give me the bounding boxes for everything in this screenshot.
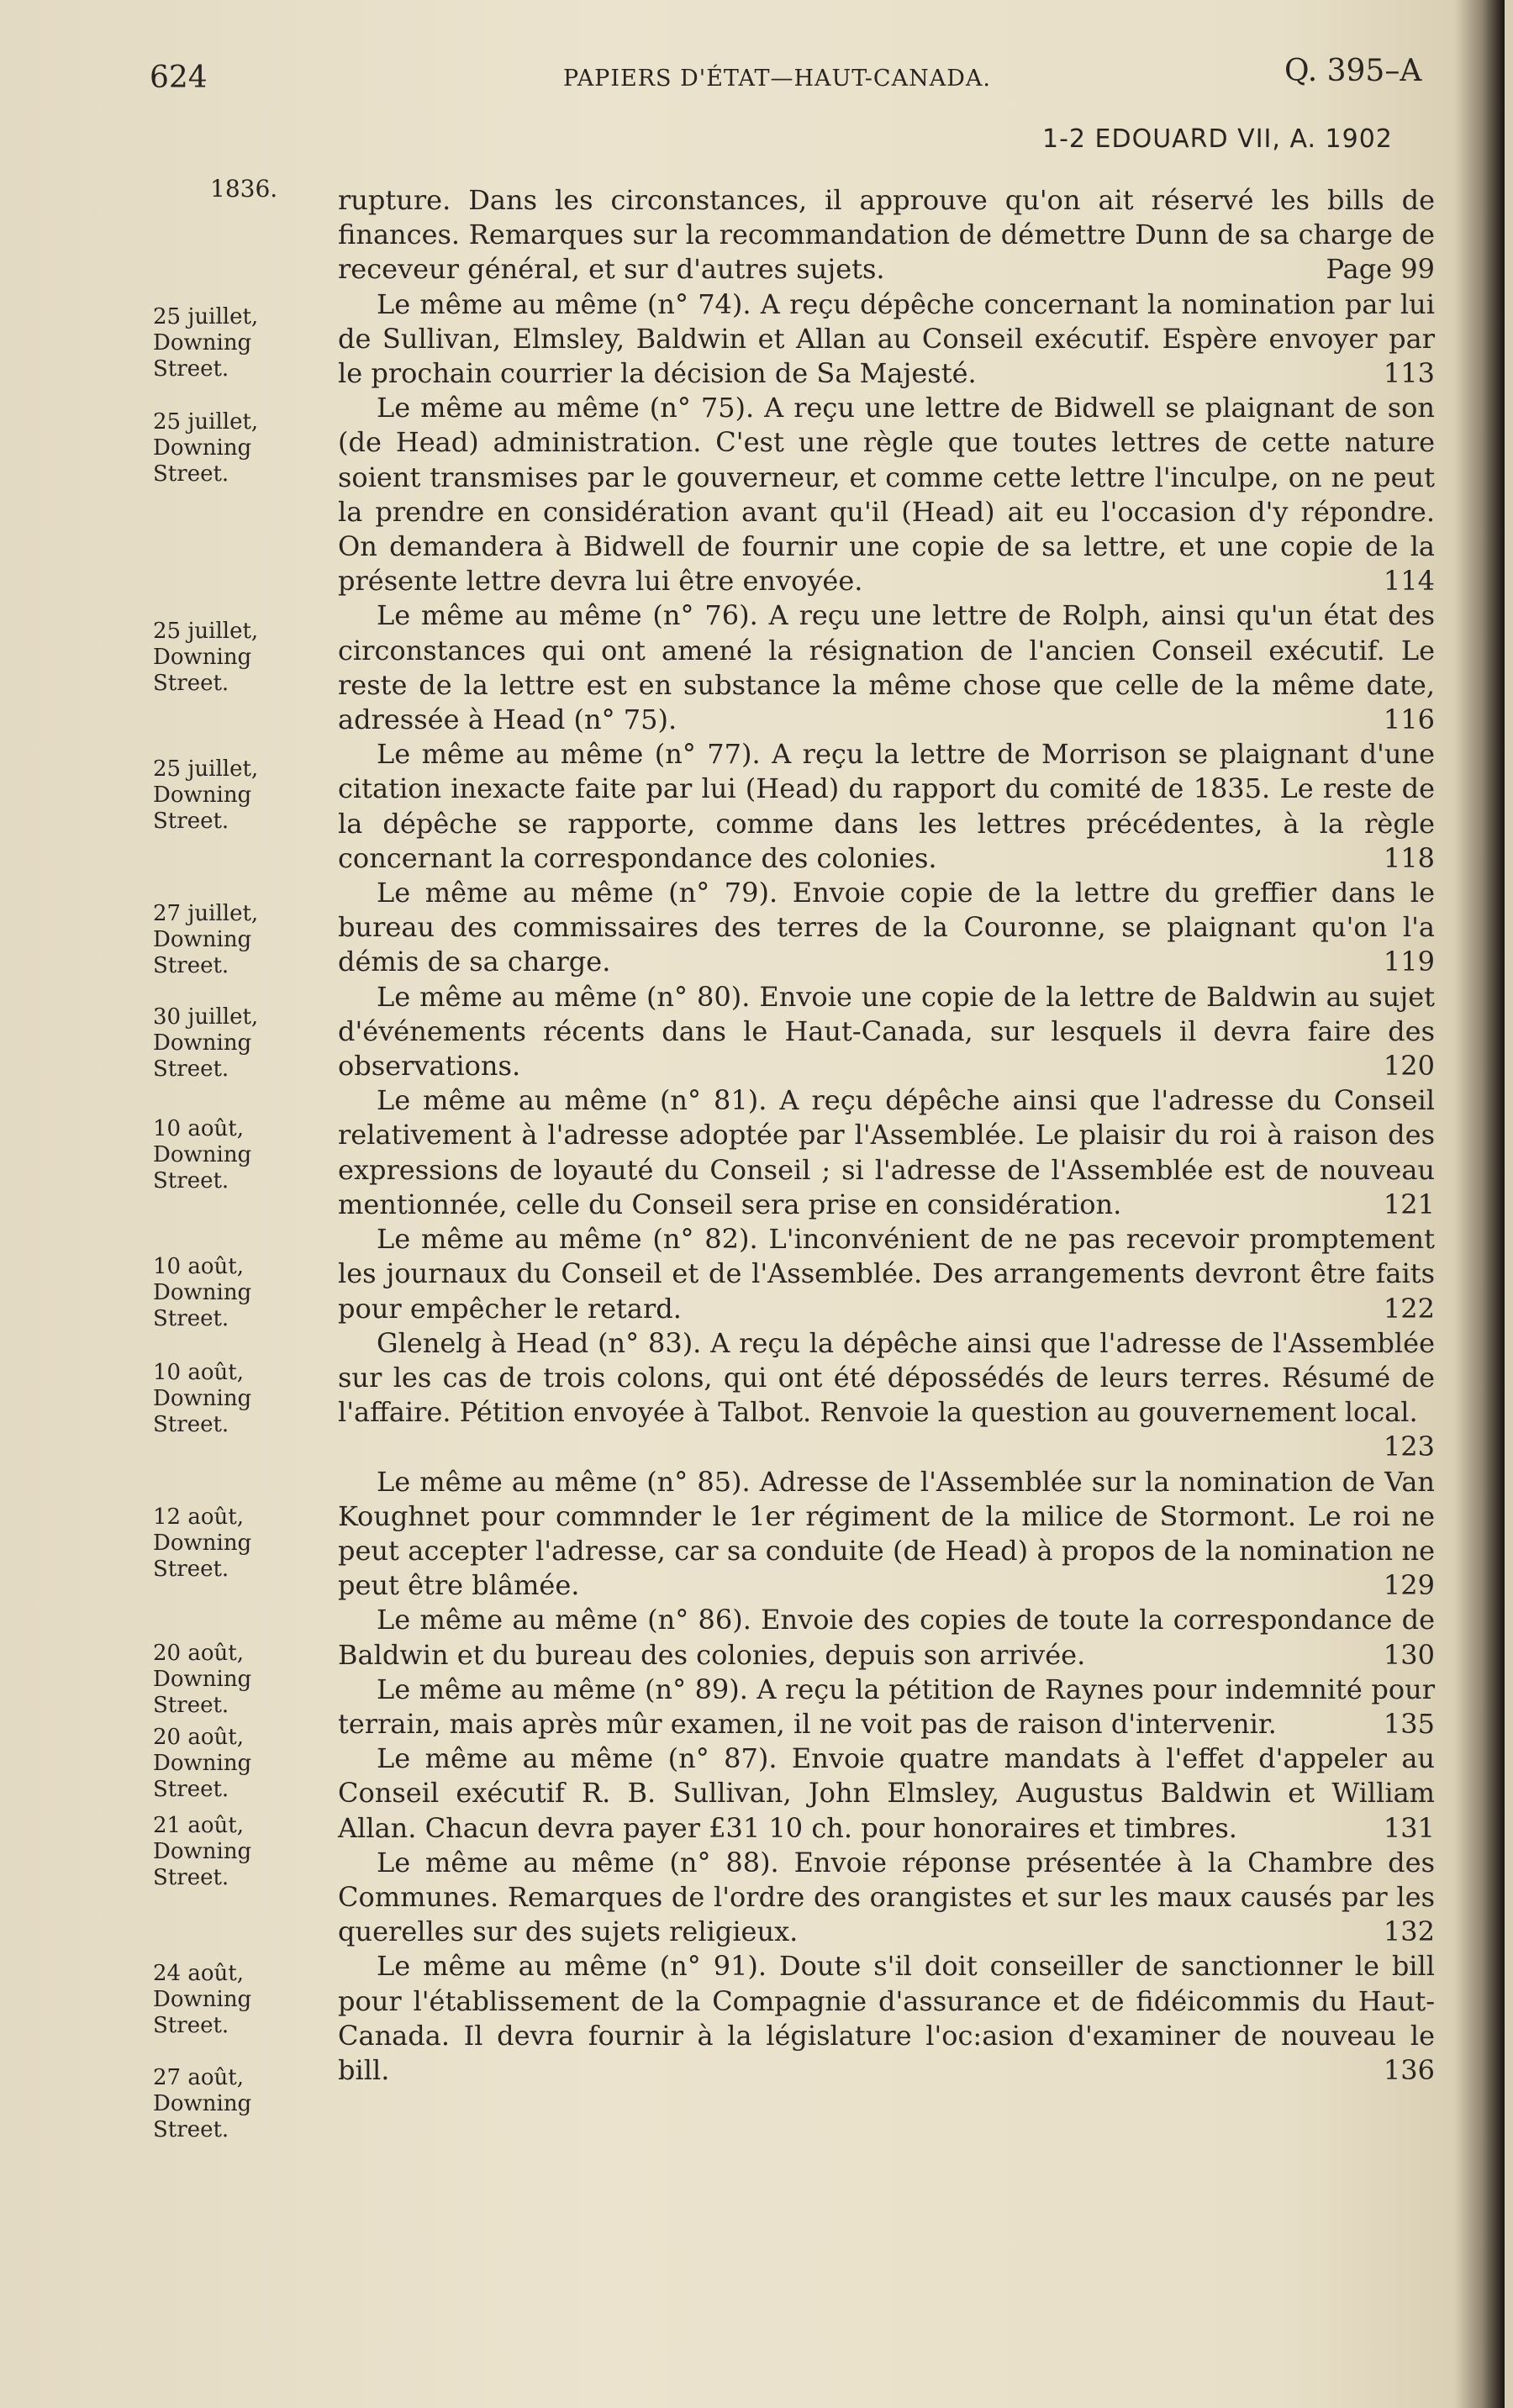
reference-code: Q. 395–A [1284,54,1422,88]
entry-text: Le même au même (n° 74). A reçu dépêche concernant la nomination par lui de Sullivan, Elmsley, Baldwin et Allan au Conseil exécutif. Espère envoyer par le prochain courrier la décision de Sa Majesté. [338,287,1435,390]
margin-date [153,1813,304,1891]
calendar-entry [338,876,1435,980]
margin-date-line: Downing [153,1987,252,2012]
margin-date [153,409,304,487]
margin-date-line: Street. [153,1557,229,1582]
margin-date-line: Downing [153,435,252,461]
entry-text: Le même au même (n° 86). Envoie des copies de toute la correspondance de Baldwin et du bureau des colonies, depuis son arrivée. [338,1604,1435,1671]
entry-text: Le même au même (n° 88). Envoie réponse présentée à la Chambre des Communes. Remarques de l'ordre des orangistes et sur les maux causés par les querelles sur des sujets religieux. [338,1846,1435,1948]
running-title: PAPIERS D'ÉTAT—HAUT-CANADA. [563,66,991,92]
entry-text: Le même au même (n° 82). L'inconvénient de ne pas recevoir promptement les journaux du Conseil et de l'Assemblée. Des arrangements devront être faits pour empêcher le retard. [338,1223,1435,1325]
calendar-entry [338,1326,1435,1465]
margin-date-line: Downing [153,1531,252,1556]
margin-date-line: 24 août, [153,1961,244,1986]
entry-text: Le même au même (n° 77). A reçu la lettre de Morrison se plaignant d'une citation inexacte faite par lui (Head) du rapport du comité de 1835. Le reste de la dépêche se rapporte, comme dans les lettres précédentes, à la règle concernant la correspondance des colonies. [338,738,1435,874]
margin-date-line: Street. [153,1306,229,1331]
calendar-entry [338,1083,1435,1222]
margin-date-line: Street. [153,461,229,487]
entry-page-ref: 114 [1383,565,1435,598]
entry-page-ref: 113 [1383,357,1435,390]
calendar-entry [338,391,1435,598]
margin-date-line: Street. [153,1412,229,1437]
margin-date-line: Downing [153,782,252,808]
entry-page-ref: 131 [1383,1811,1435,1844]
margin-date-line: 25 juillet, [153,619,259,644]
entry-text: Le même au même (n° 91). Doute s'il doit conseiller de sanctionner le bill pour l'établissement de la Compagnie d'assurance et de fidéicommis du Haut-Canada. Il devra fournir à la législature l'oc:asion d'examiner de nouveau le bill. [338,1950,1435,2086]
margin-date [153,756,304,835]
calendar-entry [338,1603,1435,1672]
calendar-entry [338,183,1435,287]
margin-date [153,1004,304,1083]
entry-text: Le même au même (n° 81). A reçu dépêche ainsi que l'adresse du Conseil relativement à l'adresse adoptée par l'Assemblée. Le plaisir du roi à raison des expressions de loyauté du Conseil ; si l'adresse de l'Assemblée est de nouveau mentionnée, celle du Conseil sera prise en considération. [338,1084,1435,1220]
calendar-entry [338,1465,1435,1604]
margin-date-line: Downing [153,1751,252,1776]
margin-date [153,901,304,979]
margin-date-line: Downing [153,1142,252,1167]
calendar-entry [338,1949,1435,2088]
entry-page-ref: Page 99 [1326,253,1435,286]
margin-date [153,1116,304,1194]
margin-date-line: 20 août, [153,1641,244,1666]
margin-date-line: 12 août, [153,1504,244,1530]
margin-date [153,1725,304,1803]
margin-date-line: Downing [153,2091,252,2116]
margin-date [153,1504,304,1583]
margin-date-line: Downing [153,1386,252,1411]
margin-date-line: 21 août, [153,1813,244,1838]
book-spine-shadow [1454,0,1505,2408]
margin-date [153,619,304,697]
entry-page-ref: 119 [1383,946,1435,978]
calendar-entry [338,737,1435,876]
margin-date-line: Downing [153,1280,252,1305]
page-number: 624 [150,61,208,95]
entry-text: Le même au même (n° 80). Envoie une copie de la lettre de Baldwin au sujet d'événements récents dans le Haut-Canada, sur lesquels il devra faire des observations. [338,980,1435,1083]
calendar-entry [338,1741,1435,1846]
margin-date-line: Street. [153,671,229,696]
session-label: 1-2 EDOUARD VII, A. 1902 [1042,124,1393,154]
margin-date-line: 20 août, [153,1725,244,1750]
margin-date [153,2065,304,2143]
margin-date-line: Downing [153,927,252,952]
entry-text: Le même au même (n° 75). A reçu une lettre de Bidwell se plaignant de son (de Head) administration. C'est une règle que toutes lettres de cette nature soient transmises par le gouverneur, et comme cette lettre l'inculpe, on ne peut la prendre en considération avant qu'il (Head) ait eu l'occasion d'y répondre. On demandera à Bidwell de fournir une copie de sa lettre, et une copie de la présente lettre devra lui être envoyée. [338,392,1435,598]
entry-page-ref: 136 [1383,2053,1435,2086]
entry-page-ref: 123 [1383,1431,1435,1463]
entry-text: Glenelg à Head (n° 83). A reçu la dépêche ainsi que l'adresse de l'Assemblée sur les cas de trois colons, qui ont été dépossédés de leurs terres. Résumé de l'affaire. Pétition envoyée à Talbot. Renvoie la question au gouvernement local. [338,1326,1435,1429]
year-label: 1836. [210,175,278,203]
entry-text: Le même au même (n° 85). Adresse de l'Assemblée sur la nomination de Van Koughnet pour commnder le 1er régiment de la milice de Stormont. Le roi ne peut accepter l'adresse, car sa conduite (de Head) à propos de la nomination ne peut être blâmée. [338,1465,1435,1602]
calendar-entry [338,1673,1435,1741]
margin-date-line: 25 juillet, [153,304,259,329]
entry-page-ref: 118 [1383,841,1435,874]
margin-date-line: Downing [153,645,252,670]
calendar-entry [338,287,1435,392]
margin-date-line: Street. [153,809,229,834]
margin-date-line: 10 août, [153,1360,244,1385]
margin-date-line: Street. [153,2117,229,2142]
margin-date-line: Street. [153,1168,229,1193]
margin-date-line: Downing [153,1030,252,1056]
margin-date-line: Downing [153,330,252,356]
margin-date-line: 27 août, [153,2065,244,2090]
calendar-entry [338,1846,1435,1950]
margin-date-line: Street. [153,1865,229,1890]
entry-page-ref: 130 [1383,1638,1435,1671]
entry-text: Le même au même (n° 89). A reçu la pétition de Raynes pour indemnité pour terrain, mais après mûr examen, il ne voit pas de raison d'intervenir. [338,1673,1435,1740]
margin-date-line: Street. [153,356,229,382]
entry-text: rupture. Dans les circonstances, il approuve qu'on ait réservé les bills de finances. Remarques sur la recommandation de démettre Dunn de sa charge de receveur général, et sur d'autres sujets. [338,184,1435,286]
margin-date-line: 25 juillet, [153,409,259,435]
calendar-entry [338,598,1435,737]
margin-date [153,304,304,382]
entry-page-ref: 116 [1383,703,1435,736]
margin-date-line: Street. [153,1777,229,1802]
calendar-entry [338,980,1435,1084]
entry-text: Le même au même (n° 87). Envoie quatre mandats à l'effet d'appeler au Conseil exécutif R. B. Sullivan, John Elmsley, Augustus Baldwin et William Allan. Chacun devra payer £31 10 ch. pour honoraires et timbres. [338,1742,1435,1844]
margin-date [153,1641,304,1719]
margin-date-line: Street. [153,1056,229,1082]
entry-page-ref: 120 [1383,1050,1435,1083]
entry-text: Le même au même (n° 79). Envoie copie de la lettre du greffier dans le bureau des commissaires des terres de la Couronne, se plaignant qu'on l'a démis de sa charge. [338,877,1435,978]
margin-date [153,1360,304,1438]
entry-page-ref: 122 [1383,1292,1435,1325]
margin-date-line: Street. [153,953,229,978]
margin-date-line: 30 juillet, [153,1004,259,1030]
margin-date-line: Street. [153,1693,229,1718]
margin-date-line: 25 juillet, [153,756,259,782]
margin-date-line: Downing [153,1839,252,1864]
calendar-entries [338,183,1435,2088]
entry-page-ref: 121 [1383,1188,1435,1220]
margin-date [153,1254,304,1332]
margin-date-line: 10 août, [153,1254,244,1279]
entry-text: Le même au même (n° 76). A reçu une lettre de Rolph, ainsi qu'un état des circonstances qui ont amené la résignation de l'ancien Conseil exécutif. Le reste de la lettre est en substance la même chose que celle de la même date, adressée à Head (n° 75). [338,599,1435,736]
margin-date [153,1961,304,2039]
margin-date-line: 27 juillet, [153,901,259,926]
entry-page-ref: 132 [1383,1915,1435,1948]
margin-date-line: Street. [153,2013,229,2038]
entry-page-ref: 129 [1383,1569,1435,1602]
margin-date-line: Downing [153,1667,252,1692]
margin-date-line: 10 août, [153,1116,244,1141]
entry-page-ref: 135 [1383,1707,1435,1740]
calendar-entry [338,1222,1435,1326]
